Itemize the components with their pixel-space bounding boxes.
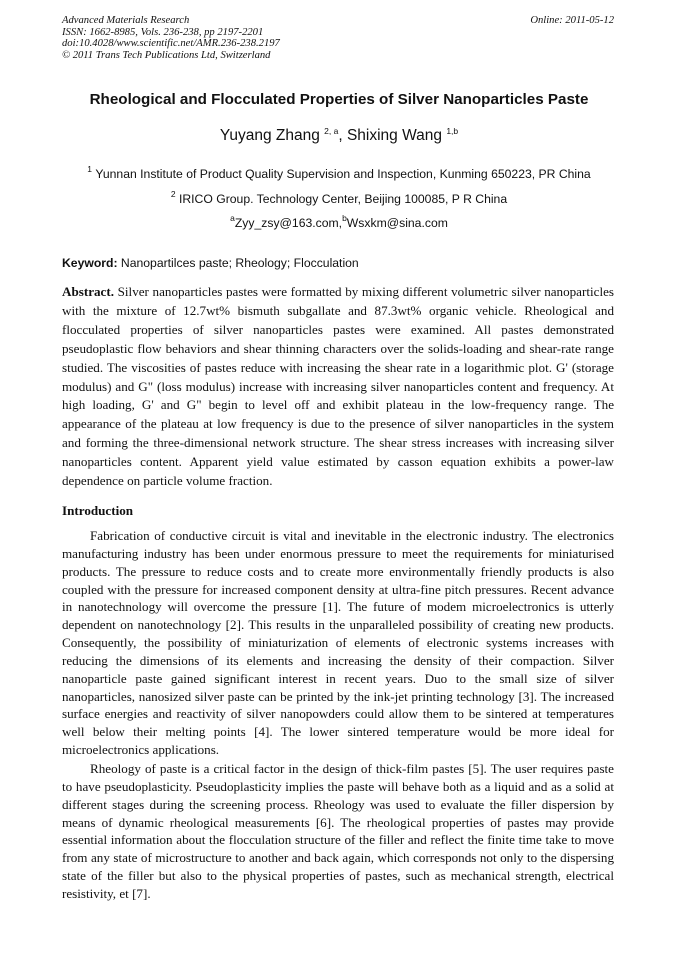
authors [0,127,678,145]
email-sup: b [342,213,347,223]
author-sup: 1,b [446,126,459,136]
affiliation-text: IRICO Group. Technology Center, Beijing 100085, P R China [178,192,508,206]
section-heading-introduction: Introduction [62,503,134,518]
paper-title: Rheological and Flocculated Properties of Silver Nanoparticles Paste [89,91,589,108]
abstract [62,283,614,491]
paragraph-text: Rheology of paste is a critical factor in the design of thick-film pastes [5]. The user requires paste to have pseudoplasticity. Pseudoplasticity implies the paste will behave both as a liquid and as a solid at different stages during the screening process. Rheology was used to evaluate the filler dispersion by means of dynamic rheological measurements [6]. The rheological properties of pastes may provide essential information about the flocculation structure of the filler and reflect the finite time take to move from any state of microstructure to another and back again, which corresponds not only to the dispersing state of the filler but also to the physical properties of pastes, such as mechanical strength, electrical resistivity, et [7]. [62,761,614,901]
journal-name: Advanced Materials Research [62,15,190,26]
keywords-label: Keyword: [62,256,118,270]
email-link[interactable]: Wsxkm@sina.com [346,216,448,230]
author-separator: , [338,127,347,144]
author-name: Yuyang Zhang [219,127,320,144]
paragraph-text: Fabrication of conductive circuit is vital and inevitable in the electronic industry. The electronics manufacturing industry has been under enormous pressure to meet the requirements for miniaturised products. The pressure to reduce costs and to create more environmentally friendly products is also coupled with the pressure for increased component density at ultra-fine pitch pressures. Recent advance in nanotechnology will overcome the pressure [1]. The future of modem microelectronics is utterly dependent on nanotechnology [2]. This results in the unparalleled possibility of creating new products. Consequently, the possibility of miniaturization of elements of electronic systems increases with reducing the dimensions of its elements and increasing the density of their compaction. Silver nanoparticle paste gained significant interest in recent years. Duo to the small size of silver nanoparticles, nanosized silver paste can be printed by the ink-jet printing technology [3]. The increased surface energies and reactivity of silver nanopowders could allow them to be sintered at temperatures well below their melting points [4]. The lower sintered temperature would be more ideal for microelectronics applications. [62,528,614,758]
abstract-label: Abstract. [62,284,114,299]
author-name: Shixing Wang [346,127,443,144]
keywords [62,256,359,270]
journal-header [62,15,280,61]
affiliation-sup: 2 [170,189,176,199]
email-sup: a [230,213,235,223]
paragraph [62,527,614,759]
online-date: Online: 2011-05-12 [530,15,614,26]
copyright: © 2011 Trans Tech Publications Ltd, Switzerland [62,49,271,61]
doi: doi:10.4028/www.scientific.net/AMR.236-238.2197 [62,38,280,50]
abstract-text: Silver nanoparticles pastes were formatted by mixing different volumetric silver nanoparticles with the mixture of 12.7wt% bismuth subgallate and 87.3wt% organic vehicle. Rheological and flocculated properties of silver nanoparticles pastes were examined. All pastes demonstrated pseudoplastic flow behaviors and shear thinning characters over the solids-loading and shear-rate range studied. The viscosities of pastes reduce with increasing the shear rate in a logarithmic plot. G' (storage modulus) and G" (loss modulus) increase with increasing silver nanoparticles content and frequency. At high loading, G' and G" begin to level off and exhibit plateau in the low-frequency range. The appearance of the plateau at low frequency is due to the presence of silver nanoparticles in the system and forming the three-dimensional network structure. The shear stress increases with increasing silver nanoparticles content. Apparent yield value estimated by casson equation exhibits a power-law dependence on particle volume fraction. [62,284,614,489]
issn: ISSN: 1662-8985, Vols. 236-238, pp 2197-2201 [62,26,264,38]
emails [0,213,678,230]
affiliation-text: Yunnan Institute of Product Quality Supervision and Inspection, Kunming 650223, PR China [95,167,591,181]
affiliation-sup: 1 [87,164,93,174]
email-link[interactable]: Zyy_zsy@163.com, [234,216,343,230]
keywords-text: Nanopartilces paste; Rheology; Flocculation [120,256,359,270]
paragraph [62,760,614,903]
affiliation [0,189,678,206]
author-sup: 2, a [324,126,339,136]
affiliation [0,164,678,181]
